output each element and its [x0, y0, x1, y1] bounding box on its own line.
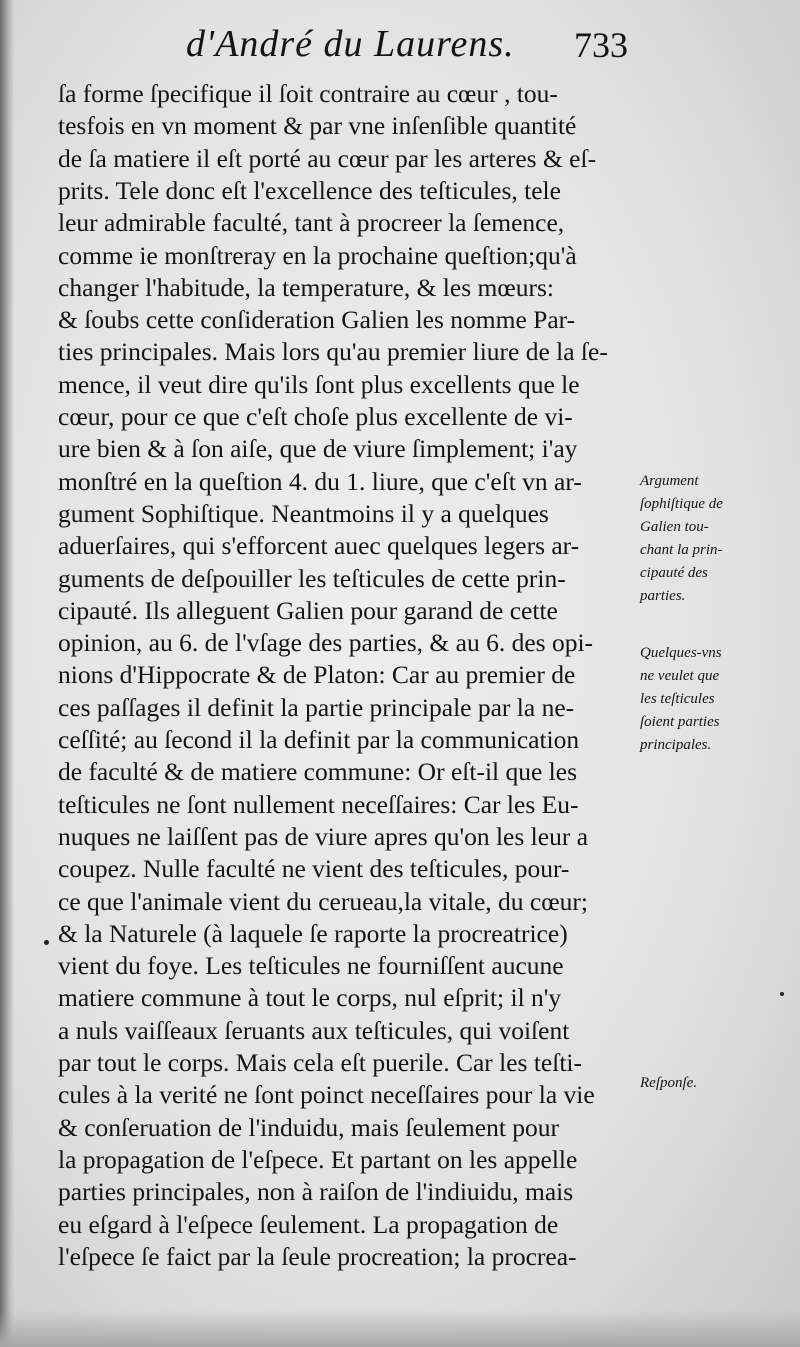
text-line: changer l'habitude, la temperature, & les mœurs:	[58, 272, 555, 302]
text-line: ties principales. Mais lors qu'au premier liure de la ſe-	[58, 337, 608, 367]
text-line: ure bien & à ſon aiſe, que de viure ſimplement; i'ay	[58, 434, 578, 464]
running-head: d'André du Laurens.	[186, 23, 515, 65]
text-line: ce que l'animale vient du cerueau,la vitale, du cœur;	[58, 886, 588, 916]
margin-note-line: chant la prin-	[640, 542, 723, 558]
text-line: coupez. Nulle faculté ne vient des teſticules, pour-	[58, 854, 570, 884]
margin-note-line: cipauté des	[640, 565, 708, 581]
text-line: tesfois en vn moment & par vne inſenſible quantité	[58, 111, 577, 141]
text-line: teſticules ne ſont nullement neceſſaires: Car les Eu-	[58, 789, 579, 819]
margin-note-line: Reſponſe.	[640, 1075, 698, 1091]
text-line: nions d'Hippocrate & de Platon: Car au premier de	[58, 660, 576, 690]
text-line: mence, il veut dire qu'ils ſont plus excellents que le	[58, 369, 580, 399]
margin-note-line: principales.	[640, 737, 712, 753]
text-line: & ſoubs cette conſideration Galien les nomme Par-	[58, 305, 576, 335]
text-line: prits. Tele donc eſt l'excellence des teſticules, tele	[58, 175, 561, 205]
text-line: eu eſgard à l'eſpece ſeulement. La propagation de	[58, 1209, 559, 1239]
margin-note-line: Quelques-vns	[640, 645, 722, 661]
page-binding-shadow	[0, 0, 14, 1347]
margin-note-line: ſophiſtique de	[640, 496, 723, 512]
text-line: de faculté & de matiere commune: Or eſt-il que les	[58, 757, 578, 787]
text-line: leur admirable faculté, tant à procreer la ſemence,	[58, 208, 565, 238]
ink-speck	[780, 992, 784, 996]
text-line: ceſſité; au ſecond il la definit par la communication	[58, 725, 580, 754]
page-number: 733	[574, 25, 628, 65]
ink-speck	[44, 940, 49, 945]
text-line: matiere commune à tout le corps, nul eſprit; il n'y	[58, 983, 562, 1013]
margin-note-line: parties.	[640, 588, 686, 604]
text-line: cules à la verité ne ſont poinct neceſſaires pour la vie	[58, 1080, 595, 1110]
page-bottom-shadow	[0, 1310, 800, 1347]
text-line: l'eſpece ſe faict par la ſeule procreation; la procrea-	[58, 1241, 577, 1271]
margin-note-line: Argument	[640, 473, 699, 489]
text-line: opinion, au 6. de l'vſage des parties, & au 6. des opi-	[58, 628, 594, 658]
text-line: a nuls vaiſſeaux ſeruants aux teſticules, qui voiſent	[58, 1015, 570, 1045]
margin-note-line: les teſticules	[640, 691, 715, 707]
page-header	[0, 18, 800, 70]
text-line: monſtré en la queſtion 4. du 1. liure, que c'eſt vn ar-	[58, 466, 582, 496]
text-line: guments de deſpouiller les teſticules de cette prin-	[58, 563, 566, 593]
text-line: & conſeruation de l'induidu, mais ſeulement pour	[58, 1112, 560, 1142]
margin-note-line: Galien tou-	[640, 519, 709, 535]
text-line: cipauté. Ils alleguent Galien pour garand de cette	[58, 595, 558, 625]
text-line: gument Sophiſtique. Neantmoins il y a quelques	[58, 498, 549, 528]
text-line: nuques ne laiſſent pas de viure apres qu'on les leur a	[58, 821, 589, 851]
text-line: la propagation de l'eſpece. Et partant on les appelle	[58, 1144, 578, 1174]
margin-note-line: ne veulet que	[640, 668, 720, 684]
text-line: vient du foye. Les teſticules ne fourniſſent aucune	[58, 951, 564, 981]
margin-note-line: ſoient parties	[640, 714, 720, 730]
text-line: aduerſaires, qui s'efforcent auec quelques legers ar-	[58, 531, 580, 561]
text-line: de ſa matiere il eſt porté au cœur par les arteres & eſ-	[58, 143, 597, 173]
text-line: parties principales, non à raiſon de l'indiuidu, mais	[58, 1177, 574, 1207]
text-line: cœur, pour ce que c'eſt choſe plus excellente de vi-	[58, 402, 573, 431]
text-line: ces paſſages il definit la partie principale par la ne-	[58, 692, 575, 722]
text-line: & la Naturele (à laquele ſe raporte la procreatrice)	[58, 918, 568, 948]
text-line: comme ie monſtreray en la prochaine queſtion;qu'à	[58, 240, 577, 270]
text-line: par tout le corps. Mais cela eſt puerile. Car les teſti-	[58, 1048, 582, 1077]
text-line: ſa forme ſpecifique il ſoit contraire au cœur , tou-	[58, 79, 558, 108]
